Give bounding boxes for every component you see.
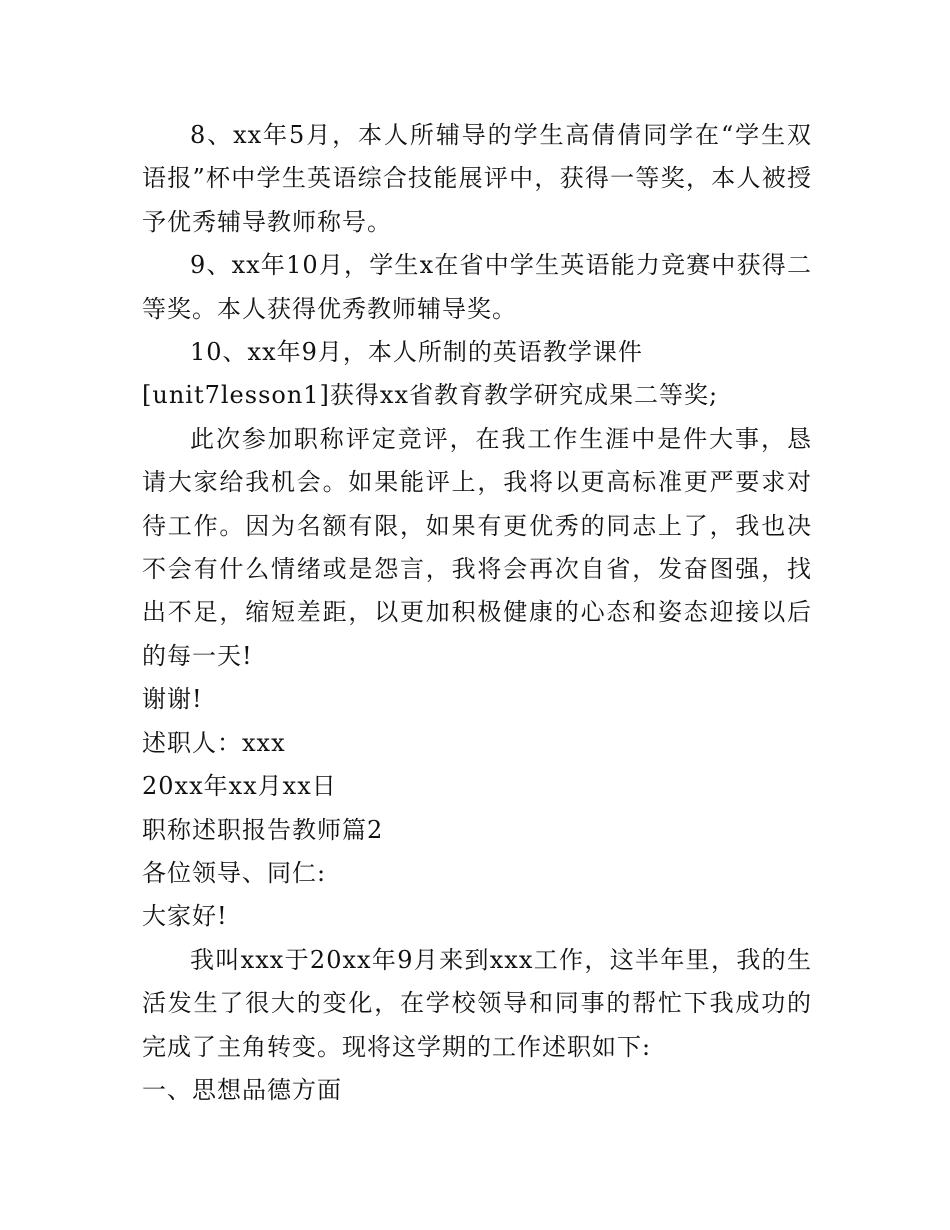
- greeting-line: 大家好!: [142, 902, 228, 931]
- paragraph-award-10: 10、xx年9月，本人所制的英语教学课件: [190, 338, 643, 367]
- paragraph-request: 此次参加职称评定竞评，在我工作生涯中是件大事，恳请大家给我机会。如果能评上，我将以更高标准更严要求对待工作。因为名额有限，如果有更优秀的同志上了，我也决不会有什么情绪或是怨言，我将会再次自省，发奋图强，找出不足，缩短差距，以更加积极健康的心态和姿态迎接以后的每一天!: [142, 424, 812, 670]
- reporter-line: 述职人：xxx: [142, 728, 286, 757]
- paragraph-introduction: 我叫xxx于20xx年9月来到xxx工作，这半年里，我的生活发生了很大的变化，在学校领导和同事的帮忙下我成功的完成了主角转变。现将这学期的工作述职如下:: [142, 945, 812, 1061]
- salutation-line: 各位领导、同仁:: [142, 858, 327, 887]
- paragraph-award-10-continued: [unit7lesson1]获得xx省教育教学研究成果二等奖;: [142, 381, 719, 410]
- date-line: 20xx年xx月xx日: [142, 772, 337, 801]
- thanks-line: 谢谢!: [142, 685, 203, 714]
- paragraph-award-9: 9、xx年10月，学生x在省中学生英语能力竞赛中获得二等奖。本人获得优秀教师辅导奖。: [142, 251, 812, 323]
- document-body: [142, 114, 812, 1112]
- heading-moral-character: 一、思想品德方面: [142, 1075, 342, 1104]
- section-title: 职称述职报告教师篇2: [142, 815, 384, 844]
- paragraph-award-8: 8、xx年5月，本人所辅导的学生高倩倩同学在“学生双语报”杯中学生英语综合技能展评中，获得一等奖，本人被授予优秀辅导教师称号。: [142, 121, 812, 236]
